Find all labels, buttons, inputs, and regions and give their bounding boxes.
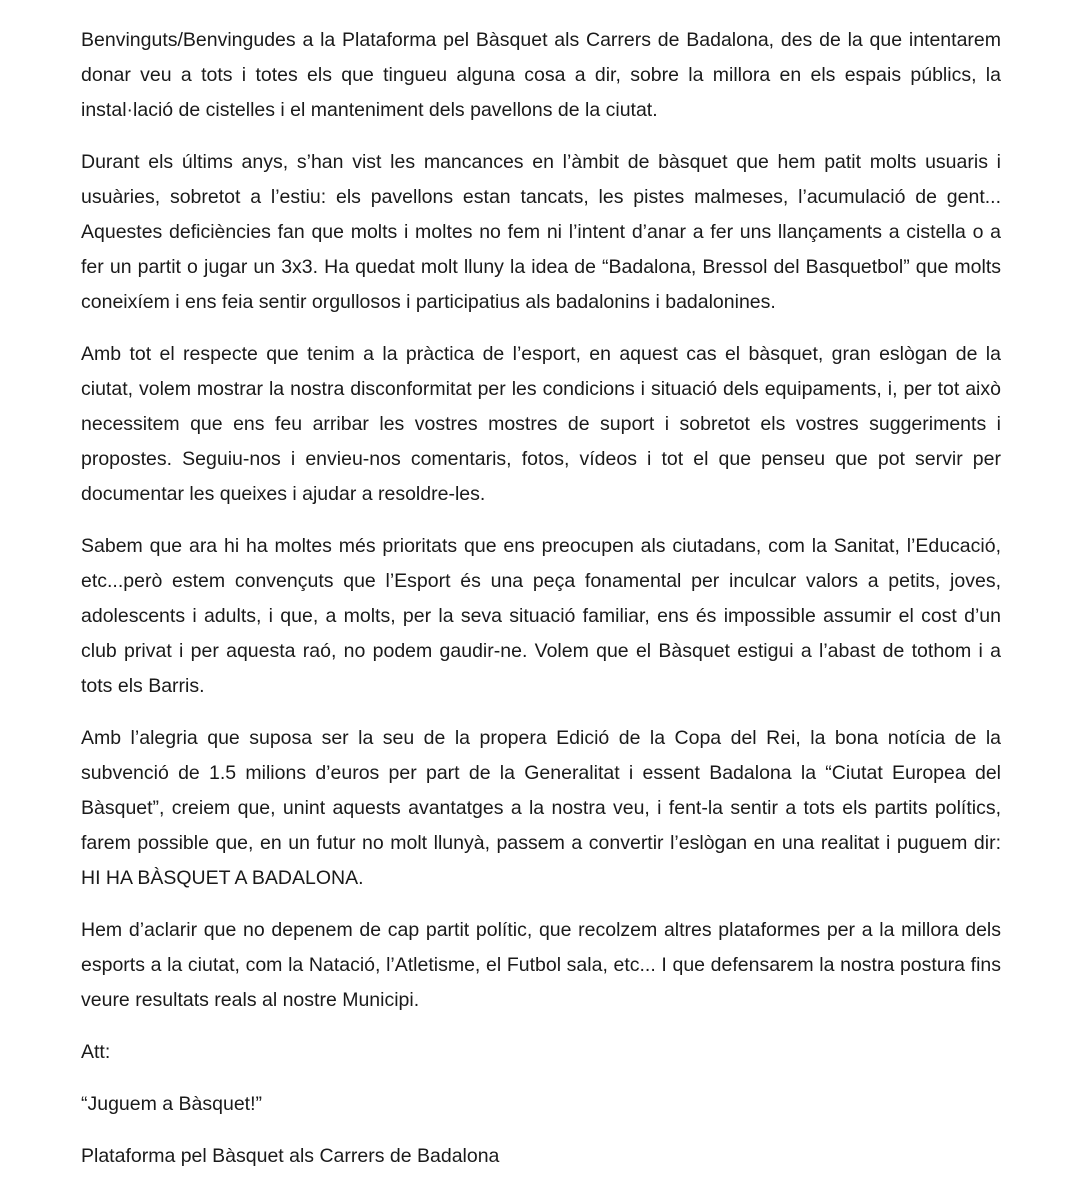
paragraph-copa-del-rei: Amb l’alegria que suposa ser la seu de la propera Edició de la Copa del Rei, la bona notícia de la subvenció de 1.5 milions d’euros per part de la Generalitat i essent Badalona la “Ciutat Europea del Bàsquet”, creiem que, unint aquests avantatges a la nostra veu, i fent-la sentir a tots els partits polítics, farem possible que, en un futur no molt llunyà, passem a convertir l’eslògan en una realitat i puguem dir: HI HA BÀSQUET A BADALONA.	[81, 727, 1001, 889]
paragraph-priorities: Sabem que ara hi ha moltes més prioritats que ens preocupen als ciutadans, com la Sanitat, l’Educació, etc...però estem convençuts que l’Esport és una peça fonamental per inculcar valors a petits, joves, adolescents i adults, i que, a molts, per la seva situació familiar, ens és impossible assumir el cost d’un club privat i per aquesta raó, no podem gaudir-ne. Volem que el Bàsquet estigui a l’abast de tothom i a tots els Barris.	[81, 535, 1001, 697]
paragraph-respect: Amb tot el respecte que tenim a la pràctica de l’esport, en aquest cas el bàsquet, gran eslògan de la ciutat, volem mostrar la nostra disconformitat per les condicions i situació dels equipaments, i, per tot això necessitem que ens feu arribar les vostres mostres de suport i sobretot els vostres suggeriments i propostes. Seguiu-nos i envieu-nos comentaris, fotos, vídeos i tot el que penseu que pot servir per documentar les queixes i ajudar a resoldre-les.	[81, 343, 1001, 505]
closing-att: Att:	[81, 1041, 111, 1063]
paragraph-shortcomings: Durant els últims anys, s’han vist les mancances en l’àmbit de bàsquet que hem patit molts usuaris i usuàries, sobretot a l’estiu: els pavellons estan tancats, les pistes malmeses, l’acumulació de gent... Aquestes deficiències fan que molts i moltes no fem ni l’intent d’anar a fer uns llançaments a cistella o a fer un partit o jugar un 3x3. Ha quedat molt lluny la idea de “Badalona, Bressol del Basquetbol” que molts coneixíem i ens feia sentir orgullosos i participatius als badalonins i badalonines.	[81, 151, 1001, 313]
letter-body	[81, 23, 1001, 1191]
paragraph-independence: Hem d’aclarir que no depenem de cap partit polític, que recolzem altres plataformes per a la millora dels esports a la ciutat, com la Natació, l’Atletisme, el Futbol sala, etc... I que defensarem la nostra postura fins veure resultats reals al nostre Municipi.	[81, 919, 1001, 1011]
paragraph-welcome: Benvinguts/Benvingudes a la Plataforma pel Bàsquet als Carrers de Badalona, des de la que intentarem donar veu a tots i totes els que tingueu alguna cosa a dir, sobre la millora en els espais públics, la instal·lació de cistelles i el manteniment dels pavellons de la ciutat.	[81, 29, 1001, 121]
motto: “Juguem a Bàsquet!”	[81, 1093, 263, 1115]
signature: Plataforma pel Bàsquet als Carrers de Badalona	[81, 1145, 500, 1167]
